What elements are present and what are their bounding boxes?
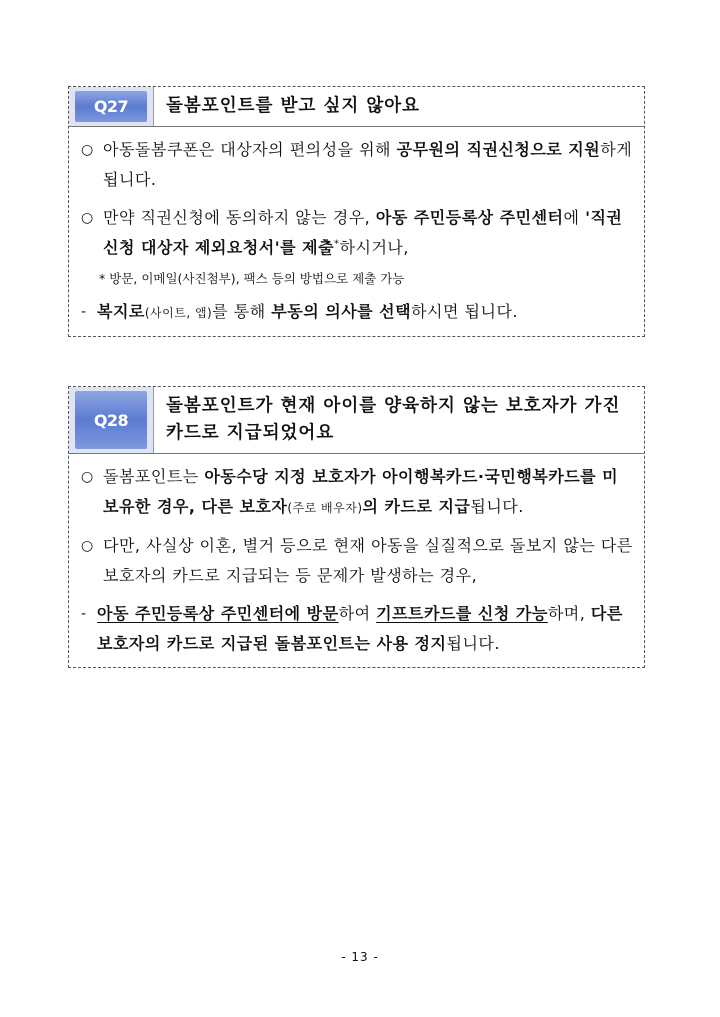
q27-badge: Q27 — [75, 91, 147, 122]
q27-paragraph-3 — [81, 297, 634, 328]
q28-p3-tail: 됩니다. — [446, 634, 500, 653]
q28-paragraph-3 — [81, 599, 634, 659]
q28-p3-visit: 아동 주민등록상 주민센터에 방문 — [97, 604, 339, 623]
footnote-text: 방문, 이메일(사진첨부), 팩스 등의 방법으로 제출 가능 — [109, 271, 405, 286]
bullet-circle-icon: ○ — [81, 142, 94, 158]
q27-paragraph-1 — [81, 135, 634, 195]
q28-p1-bold: 아동수당 지정 보호자가 아이행복카드·국민행복카드를 미보유한 경우, 다른 보호자 — [103, 467, 619, 516]
q28-header — [69, 387, 644, 454]
q28-p3-particle2: 하며, — [547, 604, 591, 623]
q27-p2-tail: 하시거나, — [339, 238, 409, 257]
footnote-marker: * — [334, 238, 340, 250]
q27-p2-bold-office: 아동 주민등록상 주민센터 — [375, 208, 564, 227]
page-number: - 13 - — [341, 950, 379, 964]
q27-p1-text: 아동돌봄쿠폰은 대상자의 편의성을 위해 — [103, 140, 397, 159]
q27-p2-particle: 에 — [563, 208, 586, 227]
q28-p3-particle: 하여 — [338, 604, 377, 623]
q28-p1-bold-card: 의 카드로 지급 — [362, 497, 471, 516]
q27-p2-bold-form: '직권신청 대상자 제외요청서'를 제출 — [103, 208, 623, 257]
dash-marker: - — [81, 606, 87, 622]
q27-p3-paren: (사이트, 앱) — [144, 306, 213, 320]
q28-box — [68, 386, 645, 668]
q27-p3-bold: 부동의 의사를 선택 — [271, 302, 412, 321]
footnote-star: * — [99, 271, 106, 286]
q28-p2-text: 다만, 사실상 이혼, 별거 등으로 현재 아동을 실질적으로 돌보지 않는 다른 보호자의 카드로 지급되는 등 문제가 발생하는 경우, — [103, 536, 633, 585]
q28-badge: Q28 — [75, 391, 147, 449]
q28-body — [69, 454, 644, 667]
q27-body — [69, 127, 644, 336]
q27-p2-text: 만약 직권신청에 동의하지 않는 경우, — [103, 208, 376, 227]
bullet-circle-icon: ○ — [81, 469, 94, 485]
q28-p1-paren: (주로 배우자) — [287, 501, 363, 515]
q28-p3-giftcard: 기프트카드를 신청 가능 — [376, 604, 548, 623]
q28-title: 돌봄포인트가 현재 아이를 양육하지 않는 보호자가 가진 카드로 지급되었어요 — [153, 387, 644, 453]
q28-p1-text: 돌봄포인트는 — [103, 467, 205, 486]
q27-footnote — [81, 267, 634, 291]
q27-title: 돌봄포인트를 받고 싶지 않아요 — [153, 87, 644, 126]
q27-p3-bokjiro: 복지로 — [97, 302, 145, 321]
q28-paragraph-2 — [81, 531, 634, 591]
q27-p1-tail: 하게 됩니다. — [103, 140, 633, 189]
q27-paragraph-2 — [81, 203, 634, 263]
bullet-circle-icon: ○ — [81, 538, 94, 554]
q27-box — [68, 86, 645, 337]
bullet-circle-icon: ○ — [81, 210, 94, 226]
dash-marker: - — [81, 304, 87, 320]
q28-p3-bold-suspend: 다른 보호자의 카드로 지급된 돌봄포인트는 사용 정지 — [97, 604, 623, 653]
q27-header — [69, 87, 644, 127]
q27-p3-text: 를 통해 — [212, 302, 272, 321]
q27-p1-bold: 공무원의 직권신청으로 지원 — [396, 140, 601, 159]
q28-paragraph-1 — [81, 462, 634, 523]
q28-p1-tail: 됩니다. — [470, 497, 524, 516]
q27-p3-tail: 하시면 됩니다. — [411, 302, 519, 321]
